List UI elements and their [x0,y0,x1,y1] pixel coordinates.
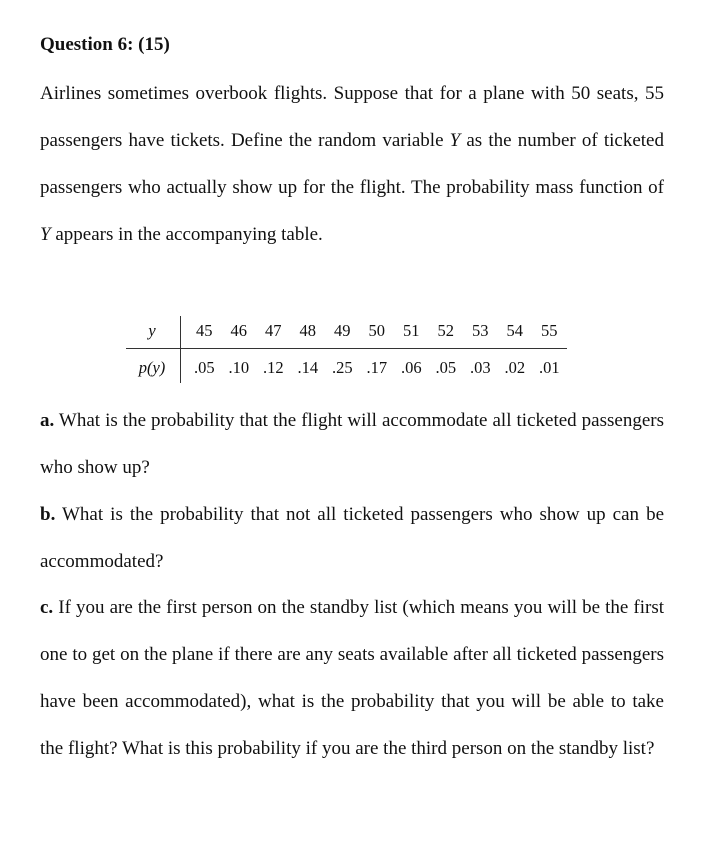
y-value: 45 [181,316,222,349]
y-value: 53 [463,316,498,349]
y-value: 52 [429,316,464,349]
y-value: 49 [325,316,360,349]
part-c [40,584,664,772]
p-row-label: p(y) [126,349,181,384]
y-value: 51 [394,316,429,349]
y-row [126,316,567,349]
y-value: 47 [256,316,291,349]
p-value: .10 [228,358,250,377]
pmf-table-container [126,316,567,383]
p-value: .05 [193,358,215,377]
y-value: 55 [532,316,567,349]
pmf-table [126,316,567,383]
intro-variable-y-2: Y [40,224,51,245]
p-value: .01 [538,358,560,377]
question-title: Question 6: (15) [40,34,170,55]
part-a-text: What is the probability that the flight will accommodate all ticketed passengers who show up? [40,410,664,478]
intro-text-1: Airlines sometimes overbook flights. Suppose that for a plane with 50 seats, 55 passengers have tickets. Define the random variable [40,83,664,151]
y-value: 50 [360,316,395,349]
intro-text-2: as the number of ticketed passengers who actually show up for the flight. The probability mass function of [40,130,664,198]
part-a-label: a. [40,410,55,431]
part-a [40,397,664,491]
p-value: .06 [400,358,422,377]
y-value: 46 [222,316,257,349]
y-row-label: y [126,316,181,349]
part-b-text: What is the probability that not all ticketed passengers who show up can be accommodated? [40,504,664,572]
p-value: .02 [504,358,526,377]
p-value: .03 [469,358,491,377]
y-value: 54 [498,316,533,349]
part-b [40,491,664,585]
intro-variable-y: Y [449,130,461,151]
p-value: .12 [262,358,284,377]
p-value: .05 [435,358,457,377]
question-intro [40,70,664,258]
p-value: .14 [297,358,319,377]
p-value: .17 [366,358,388,377]
p-value: .25 [331,358,353,377]
part-c-label: c. [40,597,54,618]
p-row [126,349,567,384]
intro-text-3: appears in the accompanying table. [50,224,323,245]
y-value: 48 [291,316,326,349]
part-c-text: If you are the first person on the standby list (which means you will be the first one to get on the plane if there are any seats available after all ticketed passengers have been accommodated), what is the probability that you will be able to take the flight? What is this probability if you are the third person on the standby list? [40,597,664,759]
part-b-label: b. [40,504,56,525]
